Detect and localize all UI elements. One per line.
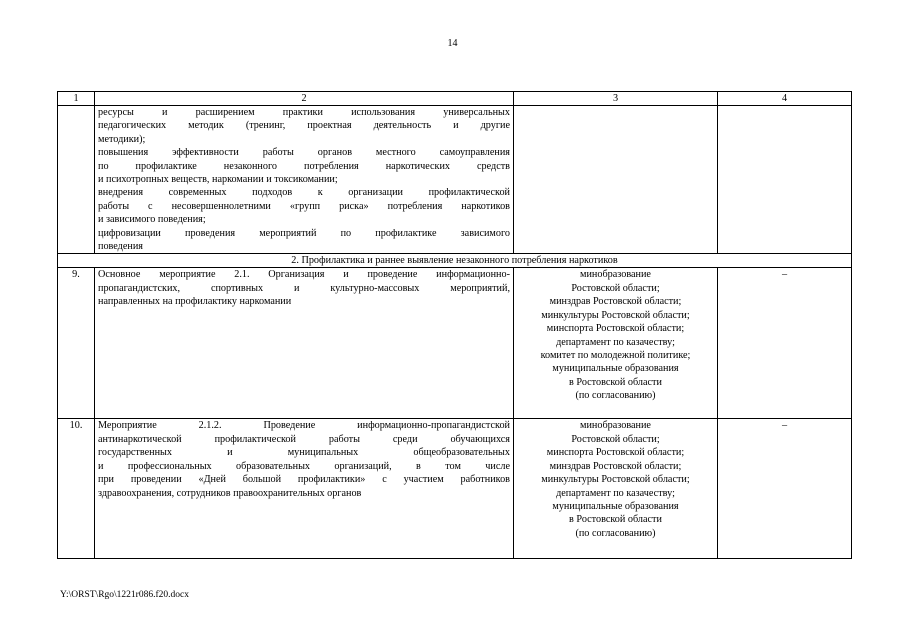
text-line: педагогических методик (тренинг, проектная деятельность и другие <box>98 120 510 132</box>
executor-line: минспорта Ростовской области; <box>546 323 685 335</box>
row-number: 10. <box>58 419 95 559</box>
file-path-footer: Y:\ORST\Rgo\1221r086.f20.docx <box>60 590 189 600</box>
executor-line: муниципальные образования <box>552 363 679 375</box>
executor-line: (по согласованию) <box>575 390 656 402</box>
executor-line: минспорта Ростовской области; <box>546 447 685 459</box>
section-row <box>58 254 852 268</box>
measures-table <box>57 91 852 559</box>
text-line: Мероприятие 2.1.2. Проведение информационно-пропагандистской <box>98 420 510 432</box>
executor-line: минкультуры Ростовской области; <box>541 309 690 321</box>
table-row <box>58 419 852 559</box>
measure-text-cell <box>95 268 514 419</box>
table-row-continuation <box>58 106 852 254</box>
text-line: направленных на профилактику наркомании <box>98 296 292 308</box>
col4-cell <box>718 106 852 254</box>
text-line: здравоохранения, сотрудников правоохранительных органов <box>98 487 362 499</box>
column-header: 4 <box>718 92 852 106</box>
executor-cell <box>514 106 718 254</box>
col4-value: – <box>718 419 852 559</box>
executor-line: муниципальные образования <box>552 500 679 512</box>
measure-text-cell <box>95 419 514 559</box>
text-line: по профилактике незаконного потребления наркотических средств <box>98 160 510 172</box>
text-line: внедрения современных подходов к организации профилактической <box>98 187 510 199</box>
text-line: пропагандистских, спортивных и культурно-массовых мероприятий, <box>98 282 510 294</box>
executor-line: минобразование <box>580 420 651 432</box>
executor-line: в Ростовской области <box>569 376 662 388</box>
text-line: работы с несовершеннолетними «групп риска» потребления наркотиков <box>98 200 510 212</box>
executor-line: Ростовской области; <box>571 282 660 294</box>
text-line: Основное мероприятие 2.1. Организация и проведение информационно- <box>98 269 510 281</box>
executor-cell <box>514 268 718 419</box>
column-header: 1 <box>58 92 95 106</box>
executor-line: департамент по казачеству; <box>556 487 675 499</box>
executor-line: департамент по казачеству; <box>556 336 675 348</box>
text-line: повышения эффективности работы органов местного самоуправления <box>98 147 510 159</box>
executor-line: минобразование <box>580 269 651 281</box>
text-line: методики); <box>98 133 146 145</box>
executor-line: в Ростовской области <box>569 514 662 526</box>
text-line: антинаркотической профилактической работы среди обучающихся <box>98 433 510 445</box>
executor-line: минздрав Ростовской области; <box>549 460 682 472</box>
table-header-row <box>58 92 852 106</box>
text-line: ресурсы и расширением практики использования универсальных <box>98 107 510 118</box>
text-line: и зависимого поведения; <box>98 214 206 226</box>
section-title: 2. Профилактика и раннее выявление незаконного потребления наркотиков <box>58 254 852 268</box>
text-line: поведения <box>98 241 143 253</box>
executor-line: минкультуры Ростовской области; <box>541 474 690 486</box>
text-line: цифровизации проведения мероприятий по профилактике зависимого <box>98 227 510 239</box>
executor-line: минздрав Ростовской области; <box>549 296 682 308</box>
col4-value: – <box>718 268 852 419</box>
row-number-cell <box>58 106 95 254</box>
page-number: 14 <box>447 38 458 49</box>
continuation-text-cell <box>95 106 514 254</box>
column-header: 2 <box>95 92 514 106</box>
executor-line: комитет по молодежной политике; <box>540 349 691 361</box>
text-line: и психотропных веществ, наркомании и токсикомании; <box>98 174 338 186</box>
row-number: 9. <box>58 268 95 419</box>
text-line: при проведении «Дней большой профилактики» с участием работников <box>98 474 510 486</box>
executor-line: Ростовской области; <box>571 433 660 445</box>
text-line: государственных и муниципальных общеобразовательных <box>98 447 510 459</box>
column-header: 3 <box>514 92 718 106</box>
executor-cell <box>514 419 718 559</box>
text-line: и профессиональных образовательных организаций, в том числе <box>98 460 510 472</box>
executor-line: (по согласованию) <box>575 527 656 539</box>
table-row <box>58 268 852 419</box>
